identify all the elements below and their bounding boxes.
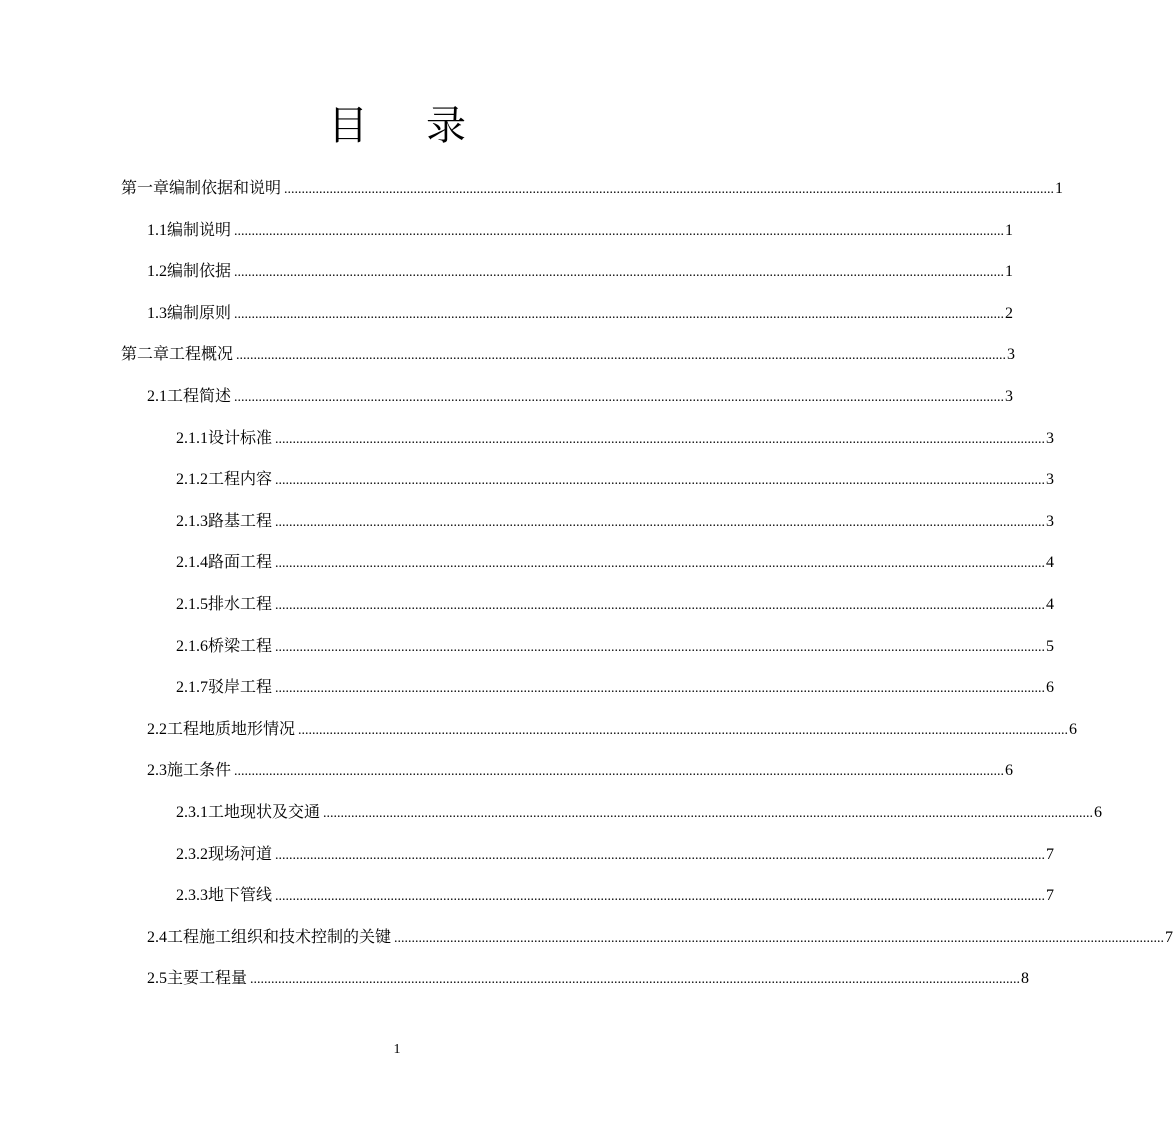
toc-entry-page: 2 [1005, 305, 1014, 322]
toc-entry-number: 2.1 [147, 388, 167, 405]
toc-entry-number: 2.1.4 [176, 554, 208, 571]
toc-entry-number: 第二章 [121, 346, 170, 363]
toc-entry[interactable] [176, 634, 1055, 658]
toc-entry-page: 7 [1165, 929, 1173, 946]
toc-entry-number: 2.1.3 [176, 513, 208, 530]
toc-entry-title: 现场河道 [208, 846, 273, 863]
toc-entry-title: 桥梁工程 [208, 638, 273, 655]
toc-entry[interactable] [147, 259, 1014, 283]
dot-leader: ............................................................................................................................................................................................................................ [234, 390, 1005, 405]
toc-entry-number: 2.3 [147, 762, 167, 779]
toc-entry-page: 1 [1005, 222, 1014, 239]
dot-leader: ............................................................................................................................................................................................................................ [275, 515, 1046, 530]
toc-entry-number: 2.3.3 [176, 887, 208, 904]
toc-entry-page: 3 [1046, 513, 1055, 530]
toc-entry-title: 主要工程量 [167, 970, 248, 987]
toc-entry[interactable] [176, 592, 1055, 616]
dot-leader: ............................................................................................................................................................................................................................ [298, 723, 1069, 738]
dot-leader: ............................................................................................................................................................................................................................ [275, 598, 1046, 613]
toc-entry[interactable] [121, 176, 1064, 200]
toc-entry-title: 工地现状及交通 [208, 804, 321, 821]
toc-entry-title: 施工条件 [167, 762, 232, 779]
dot-leader: ............................................................................................................................................................................................................................ [250, 972, 1021, 987]
toc-entry-page: 6 [1069, 721, 1078, 738]
toc-entry[interactable] [147, 966, 1030, 990]
toc-entry-number: 2.4 [147, 929, 167, 946]
dot-leader: ............................................................................................................................................................................................................................ [275, 556, 1046, 571]
dot-leader: ............................................................................................................................................................................................................................ [275, 473, 1046, 488]
toc-entry[interactable] [176, 800, 1103, 824]
toc-entry-title: 路基工程 [208, 513, 273, 530]
toc-entry[interactable] [147, 717, 1078, 741]
toc-entry[interactable] [147, 758, 1014, 782]
toc-entry-title: 编制说明 [167, 222, 232, 239]
toc-entry[interactable] [176, 842, 1055, 866]
page-number: 1 [393, 1042, 401, 1057]
toc-entry-title: 工程内容 [208, 471, 273, 488]
toc-entry-number: 1.1 [147, 222, 167, 239]
toc-entry-page: 1 [1005, 263, 1014, 280]
dot-leader: ............................................................................................................................................................................................................................ [275, 640, 1046, 655]
toc-entry[interactable] [147, 384, 1014, 408]
toc-entry[interactable] [176, 550, 1055, 574]
toc-entry[interactable] [147, 218, 1014, 242]
toc-entry-number: 2.1.2 [176, 471, 208, 488]
toc-entry-page: 3 [1046, 430, 1055, 447]
toc-entry-title: 编制依据 [167, 263, 232, 280]
toc-entry-page: 3 [1007, 346, 1016, 363]
toc-entry[interactable] [147, 301, 1014, 325]
toc-entry-page: 5 [1046, 638, 1055, 655]
toc-entry-title: 工程概况 [169, 346, 234, 363]
toc-entry-number: 2.3.2 [176, 846, 208, 863]
toc-entry-page: 3 [1005, 388, 1014, 405]
toc-entry[interactable] [176, 675, 1055, 699]
toc-entry-title: 路面工程 [208, 554, 273, 571]
toc-entry-number: 2.1.1 [176, 430, 208, 447]
dot-leader: ............................................................................................................................................................................................................................ [323, 806, 1094, 821]
toc-entry[interactable] [176, 509, 1055, 533]
toc-entry-number: 2.5 [147, 970, 167, 987]
toc-entry-number: 2.2 [147, 721, 167, 738]
dot-leader: ............................................................................................................................................................................................................................ [234, 764, 1005, 779]
toc-entry-number: 2.1.6 [176, 638, 208, 655]
toc-entry[interactable] [147, 925, 1173, 949]
toc-entry-title: 编制原则 [167, 305, 232, 322]
toc-entry-page: 8 [1021, 970, 1030, 987]
toc-entry[interactable] [176, 426, 1055, 450]
toc-entry-page: 4 [1046, 596, 1055, 613]
toc-entry-number: 1.2 [147, 263, 167, 280]
dot-leader: ............................................................................................................................................................................................................................ [234, 307, 1005, 322]
dot-leader: ............................................................................................................................................................................................................................ [275, 681, 1046, 696]
toc-entry-title: 工程简述 [167, 388, 232, 405]
toc-entry[interactable] [176, 467, 1055, 491]
dot-leader: ............................................................................................................................................................................................................................ [275, 432, 1046, 447]
toc-entry-page: 1 [1055, 180, 1064, 197]
toc-entry-page: 4 [1046, 554, 1055, 571]
dot-leader: ............................................................................................................................................................................................................................ [234, 265, 1005, 280]
toc-entry-number: 1.3 [147, 305, 167, 322]
toc-entry-title: 工程地质地形情况 [167, 721, 296, 738]
page-title: 目 录 [328, 103, 490, 148]
toc-entry-title: 排水工程 [208, 596, 273, 613]
toc-entry-page: 6 [1094, 804, 1103, 821]
toc-entry[interactable] [121, 342, 1016, 366]
dot-leader: ............................................................................................................................................................................................................................ [234, 224, 1005, 239]
toc-entry-title: 地下管线 [208, 887, 273, 904]
dot-leader: ............................................................................................................................................................................................................................ [275, 889, 1046, 904]
toc-entry-title: 驳岸工程 [208, 679, 273, 696]
toc-entry-title: 设计标准 [208, 430, 273, 447]
toc-entry-number: 2.1.7 [176, 679, 208, 696]
dot-leader: ............................................................................................................................................................................................................................ [275, 848, 1046, 863]
toc-entry-title: 工程施工组织和技术控制的关键 [167, 929, 392, 946]
toc-entry-page: 7 [1046, 887, 1055, 904]
toc-entry-title: 编制依据和说明 [169, 180, 282, 197]
toc-entry-number: 第一章 [121, 180, 170, 197]
toc-entry-page: 6 [1046, 679, 1055, 696]
dot-leader: ............................................................................................................................................................................................................................ [394, 931, 1165, 946]
toc-entry-number: 2.3.1 [176, 804, 208, 821]
dot-leader: ............................................................................................................................................................................................................................ [236, 348, 1007, 363]
toc-entry[interactable] [176, 883, 1055, 907]
toc-entry-page: 6 [1005, 762, 1014, 779]
dot-leader: ............................................................................................................................................................................................................................ [284, 182, 1055, 197]
toc-entry-page: 3 [1046, 471, 1055, 488]
toc-entry-number: 2.1.5 [176, 596, 208, 613]
toc-entry-page: 7 [1046, 846, 1055, 863]
